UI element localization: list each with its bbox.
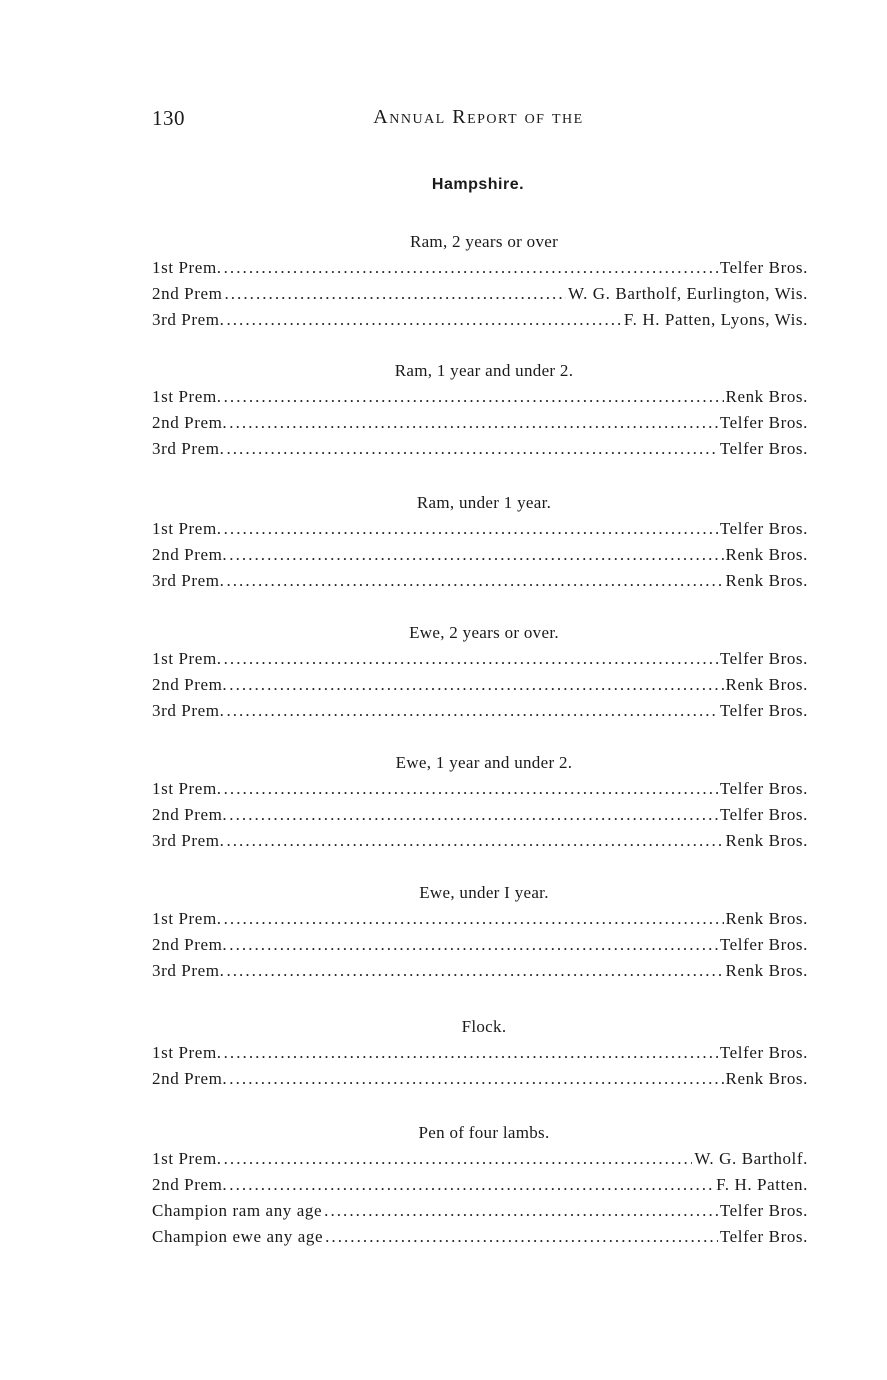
premium-class xyxy=(152,228,808,333)
dot-leader xyxy=(325,1224,718,1250)
dot-leader xyxy=(224,776,718,802)
premium-winner: Telfer Bros. xyxy=(719,935,808,954)
dot-leader xyxy=(229,672,723,698)
premium-entry xyxy=(152,646,808,672)
premium-entry xyxy=(152,698,808,724)
class-heading: Pen of four lambs. xyxy=(418,1123,550,1142)
premium-class xyxy=(152,619,808,724)
premium-winner: F. H. Patten, Lyons, Wis. xyxy=(623,310,808,329)
dot-leader xyxy=(226,698,717,724)
premium-entry xyxy=(152,436,808,462)
premium-place: 2nd Prem. xyxy=(152,413,228,432)
premium-place: 2nd Prem. xyxy=(152,1175,228,1194)
premium-winner: Telfer Bros. xyxy=(719,1227,808,1246)
premium-class xyxy=(152,879,808,984)
premium-entry xyxy=(152,568,808,594)
dot-leader xyxy=(226,828,723,854)
premium-place: 2nd Prem. xyxy=(152,545,228,564)
premium-winner: Telfer Bros. xyxy=(719,779,808,798)
premium-class xyxy=(152,749,808,854)
premium-winner: Telfer Bros. xyxy=(719,1201,808,1220)
class-heading: Ewe, 2 years or over. xyxy=(409,623,559,642)
dot-leader xyxy=(226,958,723,984)
premium-winner: Renk Bros. xyxy=(725,1069,808,1088)
premium-place: 1st Prem. xyxy=(152,258,222,277)
premium-winner: F. H. Patten. xyxy=(716,1175,808,1194)
premium-entry xyxy=(152,906,808,932)
premium-entry xyxy=(152,932,808,958)
dot-leader xyxy=(229,802,718,828)
class-heading: Ewe, 1 year and under 2. xyxy=(395,753,573,772)
dot-leader xyxy=(224,1040,718,1066)
class-heading: Ewe, under I year. xyxy=(419,883,549,902)
premium-place: 2nd Prem. xyxy=(152,675,228,694)
premium-entry xyxy=(152,828,808,854)
premium-entry xyxy=(152,516,808,542)
class-heading: Flock. xyxy=(461,1017,507,1036)
premium-entry xyxy=(152,255,808,281)
premium-winner: Telfer Bros. xyxy=(719,258,808,277)
dot-leader xyxy=(226,568,723,594)
premium-place: 2nd Prem xyxy=(152,284,223,303)
premium-entry xyxy=(152,384,808,410)
premium-place: 1st Prem. xyxy=(152,1149,222,1168)
dot-leader xyxy=(229,932,718,958)
running-head-title: Annual Report of the xyxy=(373,106,584,128)
premium-entry xyxy=(152,1198,808,1224)
dot-leader xyxy=(229,542,723,568)
premium-class xyxy=(152,357,808,462)
premium-entry xyxy=(152,802,808,828)
class-heading: Ram, 2 years or over xyxy=(409,232,559,251)
premium-place: 2nd Prem. xyxy=(152,805,228,824)
premium-winner: Telfer Bros. xyxy=(719,519,808,538)
premium-entry xyxy=(152,542,808,568)
premium-entry xyxy=(152,410,808,436)
premium-entry xyxy=(152,1066,808,1092)
premium-entry xyxy=(152,281,808,307)
premium-place: 3rd Prem. xyxy=(152,571,225,590)
premium-entry xyxy=(152,958,808,984)
class-heading: Ram, 1 year and under 2. xyxy=(394,361,574,380)
premium-place: 2nd Prem. xyxy=(152,1069,228,1088)
premium-place: 1st Prem. xyxy=(152,779,222,798)
premium-entry xyxy=(152,672,808,698)
premium-winner: Telfer Bros. xyxy=(719,439,808,458)
premium-place: 1st Prem. xyxy=(152,519,222,538)
dot-leader xyxy=(224,384,724,410)
premium-place: 3rd Prem. xyxy=(152,310,225,329)
premium-place: Champion ram any age xyxy=(152,1201,323,1220)
premium-place: 3rd Prem. xyxy=(152,701,225,720)
premium-winner: Telfer Bros. xyxy=(719,701,808,720)
premium-winner: Renk Bros. xyxy=(725,831,808,850)
premium-entry xyxy=(152,1172,808,1198)
dot-leader xyxy=(224,906,724,932)
premium-entry xyxy=(152,1040,808,1066)
premium-class xyxy=(152,1013,808,1092)
dot-leader xyxy=(224,281,566,307)
premium-entry xyxy=(152,1146,808,1172)
premium-winner: Telfer Bros. xyxy=(719,649,808,668)
premium-class xyxy=(152,489,808,594)
dot-leader xyxy=(324,1198,718,1224)
dot-leader xyxy=(224,1146,693,1172)
dot-leader xyxy=(226,436,717,462)
dot-leader xyxy=(229,1172,714,1198)
premium-place: 2nd Prem. xyxy=(152,935,228,954)
premium-winner: Renk Bros. xyxy=(725,909,808,928)
premium-place: 1st Prem. xyxy=(152,909,222,928)
premium-winner: W. G. Bartholf. xyxy=(694,1149,808,1168)
premium-place: 1st Prem. xyxy=(152,1043,222,1062)
premium-winner: Renk Bros. xyxy=(725,545,808,564)
premium-winner: Renk Bros. xyxy=(725,387,808,406)
class-heading: Ram, under 1 year. xyxy=(416,493,552,512)
page-number: 130 xyxy=(152,106,185,130)
dot-leader xyxy=(224,646,718,672)
premium-winner: W. G. Bartholf, Eurlington, Wis. xyxy=(568,284,808,303)
premium-winner: Renk Bros. xyxy=(725,961,808,980)
premium-place: 3rd Prem. xyxy=(152,961,225,980)
premium-winner: Telfer Bros. xyxy=(719,413,808,432)
premium-entry xyxy=(152,307,808,333)
dot-leader xyxy=(224,255,718,281)
premium-place: 1st Prem. xyxy=(152,387,222,406)
premium-place: 1st Prem. xyxy=(152,649,222,668)
premium-entry xyxy=(152,1224,808,1250)
dot-leader xyxy=(224,516,718,542)
premium-winner: Renk Bros. xyxy=(725,675,808,694)
premium-winner: Renk Bros. xyxy=(725,571,808,590)
premium-place: 3rd Prem. xyxy=(152,439,225,458)
premium-winner: Telfer Bros. xyxy=(719,1043,808,1062)
dot-leader xyxy=(226,307,621,333)
running-head xyxy=(0,106,887,129)
section-title: Hampshire. xyxy=(431,176,525,193)
premium-class xyxy=(152,1119,808,1250)
dot-leader xyxy=(229,410,718,436)
premium-place: Champion ewe any age xyxy=(152,1227,324,1246)
premium-place: 3rd Prem. xyxy=(152,831,225,850)
premium-entry xyxy=(152,776,808,802)
dot-leader xyxy=(229,1066,723,1092)
premium-winner: Telfer Bros. xyxy=(719,805,808,824)
